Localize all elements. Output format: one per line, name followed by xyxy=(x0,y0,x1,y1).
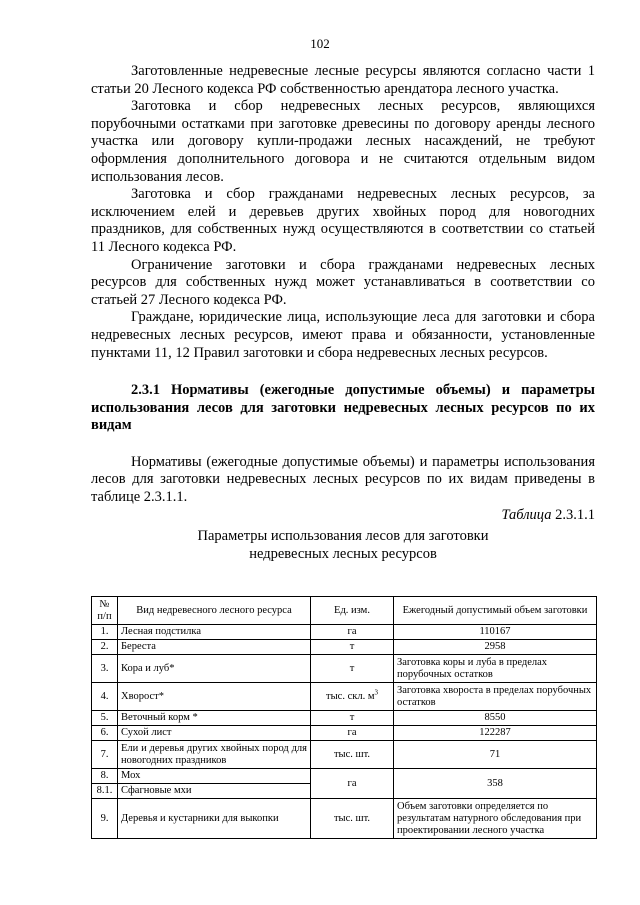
header-unit: Ед. изм. xyxy=(311,597,394,625)
table-title xyxy=(91,527,595,563)
paragraph: Граждане, юридические лица, использующие леса для заготовки и сбора недревесных лесных ресурсов, имеют права и обязанности, установленные пунктами 11, 12 Правил заготовки и сбора недревесных лесных ресурсов. xyxy=(91,309,595,361)
cell-unit: тыс. шт. xyxy=(311,741,394,769)
cell-num: 6. xyxy=(92,726,118,741)
header-num: № п/п xyxy=(92,597,118,625)
cell-volume: Заготовка хвороста в пределах порубочных остатков xyxy=(394,683,597,711)
parameters-table xyxy=(91,596,597,839)
cell-unit: т xyxy=(311,640,394,655)
table-caption-number: 2.3.1.1 xyxy=(551,506,595,523)
table-row xyxy=(92,769,597,784)
cell-kind: Хворост* xyxy=(118,683,311,711)
table-row xyxy=(92,711,597,726)
cell-num: 8.1. xyxy=(92,784,118,799)
table-title-line: Параметры использования лесов для заготовки xyxy=(197,528,489,545)
header-kind: Вид недревесного лесного ресурса xyxy=(118,597,311,625)
paragraph: Ограничение заготовки и сбора гражданами недревесных лесных ресурсов для собственных нужд может устанавливаться в соответствии со статьей 27 Лесного кодекса РФ. xyxy=(91,256,595,308)
page-number: 102 xyxy=(310,36,330,51)
cell-kind: Сухой лист xyxy=(118,726,311,741)
cell-unit: тыс. скл. $м^3$ xyxy=(311,683,394,711)
cell-kind: Мох xyxy=(118,769,311,784)
table-row xyxy=(92,625,597,640)
paragraph: Заготовленные недревесные лесные ресурсы являются согласно части 1 статьи 20 Лесного кодекса РФ собственностью арендатора лесного участка. xyxy=(91,63,595,97)
cell-num: 5. xyxy=(92,711,118,726)
cell-kind: Ели и деревья других хвойных пород для новогодних праздников xyxy=(118,741,311,769)
table-row xyxy=(92,683,597,711)
cell-kind: Береста xyxy=(118,640,311,655)
section-heading: 2.3.1 Нормативы (ежегодные допустимые объемы) и параметры использования лесов для заготовки недревесных лесных ресурсов по их видам xyxy=(91,382,595,434)
cell-volume: 8550 xyxy=(394,711,597,726)
paragraph: Заготовка и сбор гражданами недревесных лесных ресурсов, за исключением елей и деревьев других хвойных пород для новогодних праздников, для собственных нужд осуществляются в соответствии со статьей 11 Лесного кодекса РФ. xyxy=(91,186,595,255)
cell-kind: Веточный корм * xyxy=(118,711,311,726)
cell-kind: Сфагновые мхи xyxy=(118,784,311,799)
table-row xyxy=(92,741,597,769)
cell-volume: 122287 xyxy=(394,726,597,741)
cell-volume: 71 xyxy=(394,741,597,769)
cell-unit: т xyxy=(311,711,394,726)
paragraph: Заготовка и сбор недревесных лесных ресурсов, являющихся порубочными остатками при заготовке древесины по договору аренды лесного участка или договору купли-продажи лесных насаждений, не требуют оформления дополнительного договора и не считаются отдельным видом использования лесов. xyxy=(91,98,595,185)
cell-num: 3. xyxy=(92,655,118,683)
table-caption-label: Таблица xyxy=(501,506,552,523)
cell-unit: тыс. шт. xyxy=(311,799,394,839)
table-title-line: недревесных лесных ресурсов xyxy=(249,546,437,563)
intro-paragraph: Нормативы (ежегодные допустимые объемы) и параметры использования лесов для заготовки недревесных лесных ресурсов по их видам приведены в таблице 2.3.1.1. xyxy=(91,453,595,506)
table-row xyxy=(92,655,597,683)
header-volume: Ежегодный допустимый объем заготовки xyxy=(394,597,597,625)
table-caption xyxy=(91,507,595,525)
cell-num: 4. xyxy=(92,683,118,711)
cell-unit-merged: га xyxy=(311,769,394,799)
table-row xyxy=(92,640,597,655)
cell-unit: т xyxy=(311,655,394,683)
table-header-row xyxy=(92,597,597,625)
cell-num: 7. xyxy=(92,741,118,769)
cell-volume: Заготовка коры и луба в пределах порубочных остатков xyxy=(394,655,597,683)
cell-unit: га xyxy=(311,625,394,640)
cell-volume-merged: 358 xyxy=(394,769,597,799)
cell-volume: 2958 xyxy=(394,640,597,655)
cell-num: 9. xyxy=(92,799,118,839)
document-body xyxy=(91,63,595,563)
cell-volume: Объем заготовки определяется по результатам натурного обследования при проектировании лесного участка xyxy=(394,799,597,839)
table-row xyxy=(92,799,597,839)
cell-unit: га xyxy=(311,726,394,741)
cell-kind: Кора и луб* xyxy=(118,655,311,683)
table-row xyxy=(92,726,597,741)
cell-volume: 110167 xyxy=(394,625,597,640)
cell-kind: Лесная подстилка xyxy=(118,625,311,640)
cell-num: 1. xyxy=(92,625,118,640)
cell-num: 2. xyxy=(92,640,118,655)
cell-num: 8. xyxy=(92,769,118,784)
cell-kind: Деревья и кустарники для выкопки xyxy=(118,799,311,839)
